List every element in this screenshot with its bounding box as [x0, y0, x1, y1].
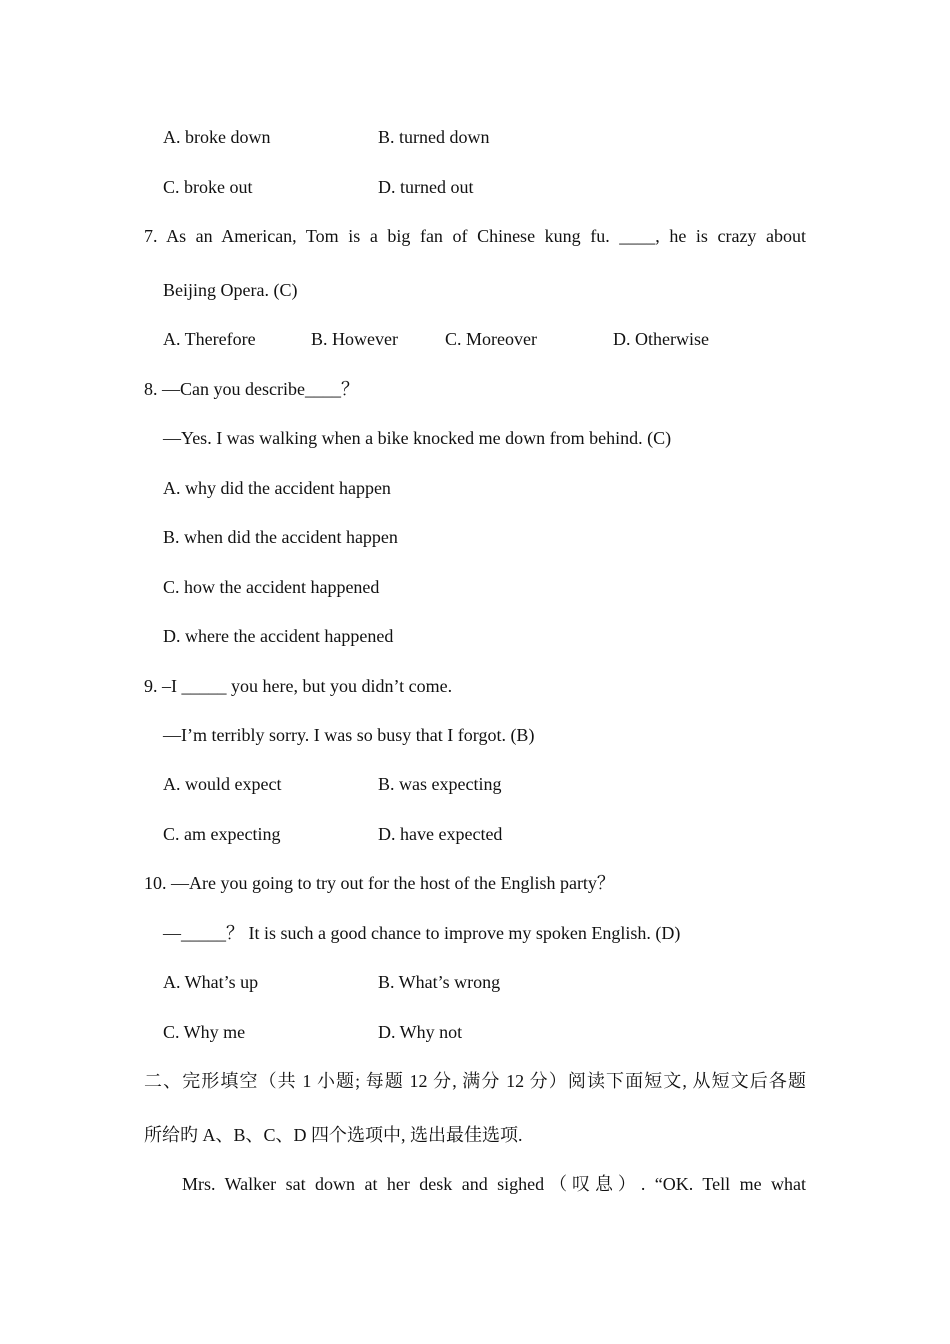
q9-option-a: A. would expect [163, 774, 282, 794]
q6-option-b: B. turned down [378, 127, 490, 147]
q9-option-b: B. was expecting [378, 774, 502, 794]
q10-option-a: A. What’s up [163, 972, 259, 992]
q9-option-d: D. have expected [378, 824, 503, 844]
q7-stem-line1: 7. As an American, Tom is a big fan of Chinese kung fu. ____, he is crazy about [144, 226, 806, 246]
q8-option-c: C. how the accident happened [163, 577, 380, 597]
section2-heading-line1: 二、完形填空（共 1 小题; 每题 12 分, 满分 12 分）阅读下面短文, 从短文后各题 [144, 1071, 806, 1091]
q10-stem: 10. —Are you going to try out for the host of the English party？ [144, 873, 615, 893]
q9-stem: 9. –I _____ you here, but you didn’t come. [144, 676, 453, 696]
q7-option-d: D. Otherwise [613, 329, 709, 349]
q8-stem: 8. —Can you describe____？ [144, 379, 359, 399]
q8-option-d: D. where the accident happened [163, 626, 394, 646]
q7-option-a: A. Therefore [163, 329, 256, 349]
q10-option-c: C. Why me [163, 1022, 246, 1042]
q10-option-d: D. Why not [378, 1022, 463, 1042]
section2-heading-line2: 所给旳 A、B、C、D 四个选项中, 选出最佳选项. [144, 1125, 523, 1145]
passage-line1: Mrs. Walker sat down at her desk and sighed（叹息）. “OK. Tell me what [182, 1174, 806, 1194]
q8-option-a: A. why did the accident happen [163, 478, 391, 498]
q7-option-b: B. However [311, 329, 398, 349]
q7-option-c: C. Moreover [445, 329, 537, 349]
q6-option-a: A. broke down [163, 127, 271, 147]
q10-reply: —_____？ It is such a good chance to improve my spoken English. (D) [163, 923, 681, 943]
q8-option-b: B. when did the accident happen [163, 527, 398, 547]
q8-reply: —Yes. I was walking when a bike knocked me down from behind. (C) [163, 428, 672, 448]
q9-option-c: C. am expecting [163, 824, 281, 844]
q7-stem-line2: Beijing Opera. (C) [163, 280, 298, 300]
q6-option-c: C. broke out [163, 177, 253, 197]
q9-reply: —I’m terribly sorry. I was so busy that I forgot. (B) [163, 725, 535, 745]
q10-option-b: B. What’s wrong [378, 972, 501, 992]
q6-option-d: D. turned out [378, 177, 474, 197]
